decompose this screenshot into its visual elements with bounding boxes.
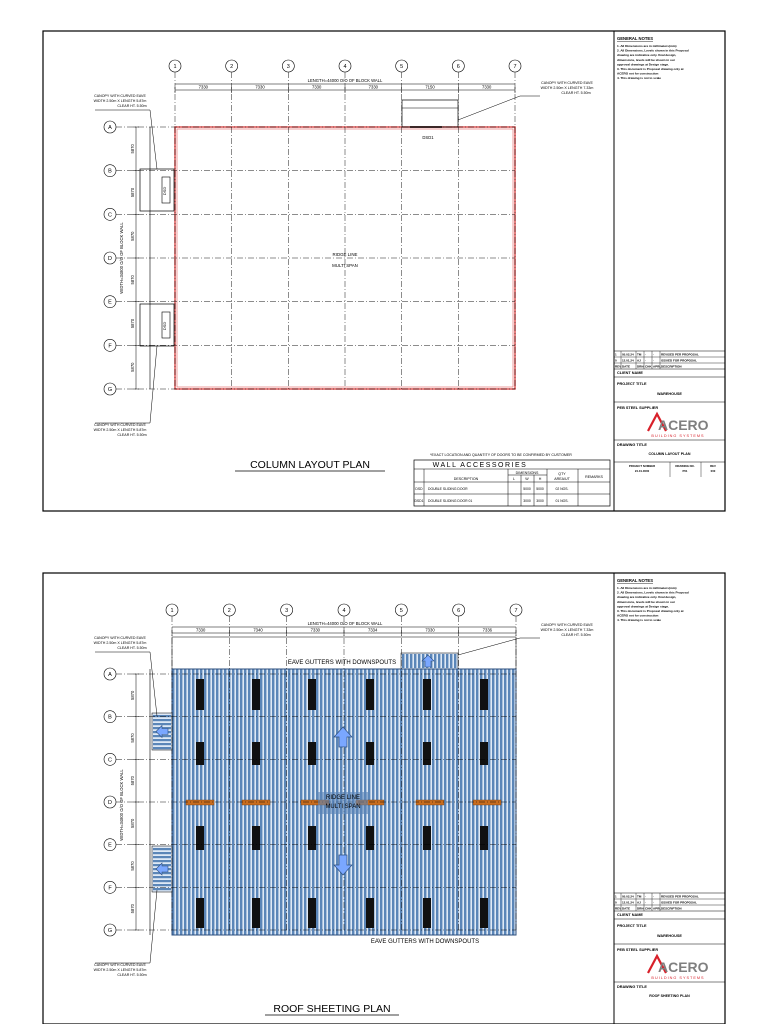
- sheet1-canopy-note-tr: [458, 81, 593, 120]
- skylight-panel: [308, 679, 316, 710]
- svg-text:DSD1: DSD1: [414, 499, 424, 503]
- revision-cell: 05.02.24: [622, 894, 634, 899]
- project-number: 24-01-0000: [634, 469, 650, 473]
- svg-text:CANOPY WITH CURVED EAVE: CANOPY WITH CURVED EAVE: [541, 81, 593, 85]
- general-note-line: 1. All Dimensions are in millimeters(mm): [617, 586, 677, 590]
- revision-header-cell: CHK: [645, 906, 652, 911]
- general-note-line: approval drawings at Design stage.: [617, 62, 669, 67]
- sheet1-multi-span: MULTI SPAN: [332, 263, 358, 268]
- door-tag-3: DSD1: [422, 135, 434, 140]
- brand-subtitle: BUILDING SYSTEMS: [651, 976, 705, 980]
- door-tag-2: DSD: [162, 321, 167, 331]
- general-note-line: 4. This drawing is not to scale: [617, 618, 662, 623]
- row-spacing-label: 5870: [130, 776, 135, 786]
- grid-row-label: F: [108, 885, 112, 892]
- rev-label: REV: [710, 464, 716, 468]
- bay-spacing-label: 7330: [425, 627, 435, 633]
- revision-header-cell: REV: [615, 364, 622, 369]
- revision-header-cell: DESCRIPTION: [661, 364, 682, 369]
- svg-text:5000: 5000: [536, 487, 544, 491]
- acero-logo: [648, 414, 709, 438]
- bay-spacing-label: 7330: [312, 84, 322, 90]
- project-title-label: PROJECT TITLE: [617, 924, 647, 928]
- skylight-panel: [196, 679, 204, 710]
- grid-col-label: 7: [514, 608, 518, 614]
- general-note-line: ACERO not for construction: [617, 613, 659, 618]
- sheet1-border: [43, 31, 725, 511]
- sheet2-gutter-bottom: EAVE GUTTERS WITH DOWNSPOUTS: [370, 939, 480, 945]
- sheet2-title-block: [614, 578, 725, 998]
- general-note-line: 2. All Dimensions, Levels shown in this Proposal: [617, 48, 689, 53]
- revision-header-cell: APRL: [653, 364, 662, 369]
- acero-logo: [648, 956, 709, 980]
- svg-text:WIDTH 2.50m X LENGTH 7.33m: WIDTH 2.50m X LENGTH 7.33m: [540, 86, 594, 90]
- sheet2-multi-span: MULTI SPAN: [325, 804, 361, 810]
- skylight-panel: [423, 898, 431, 928]
- sheet1-dimensions: [130, 85, 515, 390]
- svg-text:L: L: [513, 477, 515, 481]
- revision-cell: -: [653, 900, 654, 905]
- sheet1-canopy-note-tl: [94, 94, 157, 169]
- svg-text:CANOPY WITH CURVED EAVE: CANOPY WITH CURVED EAVE: [94, 423, 146, 427]
- bay-spacing-label: 7330: [368, 84, 378, 90]
- brand-subtitle: BUILDING SYSTEMS: [651, 434, 705, 438]
- skylight-panel: [308, 826, 316, 850]
- bay-spacing-label: 7334: [368, 627, 378, 633]
- row-spacing-label: 5870: [130, 818, 135, 828]
- row-spacing-label: 5870: [130, 231, 135, 241]
- skylight-panel: [196, 898, 204, 928]
- svg-text:WIDTH 2.50m X LENGTH 5.87m: WIDTH 2.50m X LENGTH 5.87m: [93, 99, 147, 103]
- bay-spacing-label: 7330: [255, 84, 265, 90]
- drawing-title-value: COLUMN LAYOUT PLAN: [648, 452, 691, 456]
- door-tag-1: DSD: [162, 186, 167, 196]
- svg-text:02 NOS.: 02 NOS.: [555, 487, 569, 491]
- grid-col-label: 7: [513, 64, 517, 70]
- revision-header-cell: APRL: [653, 906, 662, 911]
- row-spacing-label: 5870: [130, 861, 135, 871]
- svg-text:5000: 5000: [523, 487, 531, 491]
- general-note-line: 3. This document is Proposal drawing only at: [617, 67, 684, 71]
- sheet2-length-label: LENGTH=44000 O/O OF BLOCK WALL: [307, 621, 383, 626]
- sheet2-width-label: WIDTH=34800 O/O OF BLOCK WALL: [119, 769, 124, 841]
- grid-col-label: 1: [170, 608, 174, 614]
- grid-row-label: G: [107, 928, 113, 934]
- ridge-vent: [242, 800, 270, 805]
- svg-text:WIDTH 2.50m X LENGTH 5.87m: WIDTH 2.50m X LENGTH 5.87m: [93, 641, 147, 645]
- general-note-line: approval drawings at Design stage.: [617, 604, 669, 609]
- grid-col-label: 3: [285, 608, 289, 614]
- svg-text:CANOPY WITH CURVED EAVE: CANOPY WITH CURVED EAVE: [541, 623, 593, 627]
- revision-cell: -: [653, 352, 654, 357]
- revision-cell: 05.02.24: [622, 352, 634, 357]
- sheet1-length-label: LENGTH=44000 O/O OF BLOCK WALL: [307, 78, 383, 83]
- svg-text:DESCRIPTION: DESCRIPTION: [453, 477, 479, 481]
- skylight-panel: [366, 742, 374, 765]
- revision-cell: TM: [637, 352, 642, 357]
- svg-text:CLEAR HT. 5.50m: CLEAR HT. 5.50m: [561, 91, 591, 95]
- grid-col-label: 2: [230, 64, 234, 70]
- row-spacing-label: 5870: [130, 904, 135, 914]
- sheet2-canopies: [152, 713, 172, 892]
- grid-col-label: 4: [342, 608, 346, 614]
- sheet-roof-sheeting: [43, 573, 725, 1024]
- revision-cell: -: [653, 358, 654, 363]
- sheet1-canopy-note-bl: [94, 346, 157, 437]
- skylight-panel: [196, 826, 204, 850]
- general-note-line: drawing are indicative only. final design,: [617, 595, 677, 600]
- revision-header-cell: CHK: [645, 364, 652, 369]
- svg-text:REMARKS: REMARKS: [585, 475, 603, 479]
- sheet1-width-label: WIDTH=34800 O/O OF BLOCK WALL: [119, 222, 124, 294]
- bay-spacing-label: 7330: [482, 84, 492, 90]
- svg-text:CLEAR HT. 5.50m: CLEAR HT. 5.50m: [117, 104, 147, 108]
- revision-cell: -: [645, 352, 646, 357]
- revision-cell: 1: [615, 352, 617, 357]
- row-spacing-label: 5870: [130, 362, 135, 372]
- ridge-vent: [416, 800, 444, 805]
- sheet1-title-block: [614, 36, 725, 477]
- skylight-panel: [423, 826, 431, 850]
- ridge-vent: [186, 800, 214, 805]
- svg-text:3000: 3000: [536, 499, 544, 503]
- client-name-label: CLIENT NAME: [617, 913, 643, 917]
- revision-cell: ISSUED FOR PROPOSAL: [661, 900, 698, 905]
- client-name-label: CLIENT NAME: [617, 371, 643, 375]
- sheet2-title: ROOF SHEETING PLAN: [273, 1003, 391, 1015]
- grid-row-label: F: [108, 343, 112, 350]
- row-spacing-label: 5870: [130, 318, 135, 329]
- row-spacing-label: 5870: [130, 733, 135, 743]
- skylight-panel: [480, 826, 488, 850]
- skylight-panel: [252, 742, 260, 765]
- grid-col-label: 5: [399, 608, 403, 614]
- svg-text:WIDTH 2.50m X LENGTH 5.87m: WIDTH 2.50m X LENGTH 5.87m: [93, 428, 147, 432]
- project-name: WAREHOUSE: [657, 392, 682, 396]
- project-number-label: PROJECT NUMBER: [628, 464, 656, 468]
- project-name: WAREHOUSE: [657, 934, 682, 938]
- sheet1-ridge-line: RIDGE LINE: [332, 252, 358, 257]
- drawing-number: P01: [682, 469, 688, 473]
- svg-text:H: H: [538, 477, 542, 481]
- accessories-title: WALL ACCESSORIES: [432, 462, 528, 469]
- row-spacing-label: 5870: [130, 690, 135, 700]
- drawing-title-label: DRAWING TITLE: [617, 985, 647, 989]
- bay-spacing-label: 7330: [196, 627, 206, 633]
- skylight-panel: [366, 898, 374, 928]
- drawing-title-label: DRAWING TITLE: [617, 443, 647, 447]
- svg-text:CLEAR HT. 5.50m: CLEAR HT. 5.50m: [117, 433, 147, 437]
- sheet1-canopy-top: [402, 100, 458, 127]
- bay-spacing-label: 7150: [425, 84, 435, 90]
- general-note-line: dimensions, levels will be shown in our: [617, 599, 675, 604]
- revision-cell: -: [645, 900, 646, 905]
- brand-name: ACERO: [658, 417, 709, 433]
- row-spacing-label: 5870: [130, 144, 135, 154]
- skylight-panel: [252, 898, 260, 928]
- grid-col-label: 6: [456, 64, 460, 70]
- bay-spacing-label: 7330: [198, 84, 208, 90]
- skylight-panel: [252, 679, 260, 710]
- grid-row-label: A: [108, 125, 112, 131]
- grid-col-label: 5: [400, 64, 404, 70]
- general-note-line: drawing are indicative only. final design,: [617, 53, 677, 58]
- sheet2-ridge-line: RIDGE LINE: [325, 795, 361, 801]
- sheet2-canopy-note-tl: [94, 636, 157, 716]
- skylight-panel: [423, 679, 431, 710]
- sheet2-canopy-note-bl: [94, 890, 157, 977]
- skylight-panel: [308, 898, 316, 928]
- revision-cell: -: [645, 894, 646, 899]
- revision-cell: -: [645, 358, 646, 363]
- revision-cell: REVISED PER PROPOSAL: [661, 352, 699, 357]
- skylight-panel: [308, 742, 316, 765]
- svg-text:DIMENSIONS: DIMENSIONS: [515, 471, 539, 475]
- svg-text:CLEAR HT. 5.50m: CLEAR HT. 5.50m: [561, 633, 591, 637]
- bay-spacing-label: 7330: [310, 627, 320, 633]
- revision-header-cell: DRN: [637, 364, 644, 369]
- skylight-panel: [480, 898, 488, 928]
- svg-text:3000: 3000: [523, 499, 531, 503]
- svg-text:QTY: QTY: [558, 472, 566, 476]
- svg-text:01 NOS.: 01 NOS.: [555, 499, 569, 503]
- wall-accessories-table: [414, 453, 610, 506]
- revision-cell: AJ: [637, 900, 641, 905]
- accessories-note: *EXACT LOCATION AND QUANTITY OF DOORS TO BE CONFIRMED BY CUSTOMER: [430, 453, 572, 457]
- revision-cell: ISSUED FOR PROPOSAL: [661, 358, 698, 363]
- svg-text:CANOPY WITH CURVED EAVE: CANOPY WITH CURVED EAVE: [94, 963, 146, 967]
- grid-row-label: B: [108, 168, 112, 175]
- general-note-line: 3. This document is Proposal drawing only at: [617, 609, 684, 613]
- svg-text:DOUBLE SLIDING DOOR 01: DOUBLE SLIDING DOOR 01: [428, 499, 473, 503]
- revision-cell: 0: [615, 900, 617, 905]
- revision-cell: 1: [615, 894, 617, 899]
- grid-col-label: 3: [286, 64, 290, 70]
- skylight-panel: [366, 826, 374, 850]
- revision-cell: 12.01.24: [622, 900, 634, 905]
- svg-text:CLEAR HT. 5.50m: CLEAR HT. 5.50m: [117, 646, 147, 650]
- svg-text:CANOPY WITH CURVED EAVE: CANOPY WITH CURVED EAVE: [94, 94, 146, 98]
- svg-text:CLEAR HT. 5.50m: CLEAR HT. 5.50m: [117, 973, 147, 977]
- bay-spacing-label: 7336: [482, 627, 492, 633]
- revision-header-cell: DRN: [637, 906, 644, 911]
- skylight-panel: [252, 826, 260, 850]
- general-note-line: 2. All Dimensions, Levels shown in this Proposal: [617, 590, 689, 595]
- skylight-panel: [480, 679, 488, 710]
- general-notes-title: GENERAL NOTES: [617, 578, 653, 583]
- grid-col-label: 6: [457, 608, 461, 614]
- grid-row-label: E: [108, 299, 112, 306]
- grid-row-label: E: [108, 842, 112, 849]
- revision-cell: 12.01.24: [622, 358, 634, 363]
- brand-name: ACERO: [658, 959, 709, 975]
- revision-header-cell: DESCRIPTION: [661, 906, 682, 911]
- grid-row-label: C: [108, 212, 112, 219]
- svg-text:W: W: [525, 477, 529, 481]
- grid-row-label: A: [108, 672, 112, 678]
- skylight-panel: [366, 679, 374, 710]
- drawing-title-value: ROOF SHEETING PLAN: [649, 994, 690, 998]
- revision-header-cell: REV: [615, 906, 622, 911]
- sheet1-title: COLUMN LAYOUT PLAN: [250, 459, 370, 471]
- general-note-line: ACERO not for construction: [617, 71, 659, 76]
- revision-header-cell: DATE: [622, 364, 630, 369]
- svg-text:DSD: DSD: [415, 487, 423, 491]
- accessories-row-2: [414, 499, 568, 503]
- skylight-panel: [480, 742, 488, 765]
- sheet-column-layout: [43, 31, 725, 511]
- general-note-line: 1. All Dimensions are in millimeters(mm): [617, 44, 677, 48]
- ridge-vent: [473, 800, 501, 805]
- row-spacing-label: 5870: [130, 275, 135, 285]
- revision-cell: 0: [615, 358, 617, 363]
- grid-row-label: D: [108, 800, 112, 806]
- revision-header-cell: DATE: [622, 906, 630, 911]
- sheet1-gridlines: [116, 72, 515, 389]
- svg-text:WIDTH 2.50m X LENGTH 7.33m: WIDTH 2.50m X LENGTH 7.33m: [540, 628, 594, 632]
- grid-row-label: G: [107, 387, 113, 393]
- drawing-number-label: DRAWING NO.: [675, 464, 695, 468]
- revision-cell: REVISED PER PROPOSAL: [661, 894, 699, 899]
- revision-cell: -: [653, 894, 654, 899]
- general-note-line: 4. This drawing is not to scale: [617, 76, 662, 81]
- general-notes-title: GENERAL NOTES: [617, 36, 653, 41]
- skylight-panel: [423, 742, 431, 765]
- grid-row-label: B: [108, 714, 112, 721]
- project-title-label: PROJECT TITLE: [617, 382, 647, 386]
- peb-supplier-label: PEB STEEL SUPPLIER: [617, 406, 659, 410]
- grid-row-label: C: [108, 757, 112, 764]
- svg-text:DOUBLE SLIDING DOOR: DOUBLE SLIDING DOOR: [428, 487, 468, 491]
- svg-text:AREA/UT: AREA/UT: [554, 477, 570, 481]
- svg-text:CANOPY WITH CURVED EAVE: CANOPY WITH CURVED EAVE: [94, 636, 146, 640]
- grid-col-label: 4: [343, 64, 347, 70]
- sheet2-gutter-top: EAVE GUTTERS WITH DOWNSPOUTS: [287, 660, 397, 666]
- svg-text:WIDTH 2.50m X LENGTH 5.87m: WIDTH 2.50m X LENGTH 5.87m: [93, 968, 147, 972]
- grid-col-label: 1: [173, 64, 177, 70]
- revision-cell: TM: [637, 894, 642, 899]
- skylight-panel: [196, 742, 204, 765]
- bay-spacing-label: 7340: [253, 627, 263, 633]
- accessories-row-1: [415, 487, 568, 491]
- rev-number: 000: [710, 469, 716, 473]
- revision-cell: AJ: [637, 358, 641, 363]
- general-note-line: dimensions, levels will be shown in our: [617, 57, 675, 62]
- grid-col-label: 2: [227, 608, 231, 614]
- grid-row-label: D: [108, 256, 112, 262]
- peb-supplier-label: PEB STEEL SUPPLIER: [617, 948, 659, 952]
- row-spacing-label: 5870: [130, 187, 135, 198]
